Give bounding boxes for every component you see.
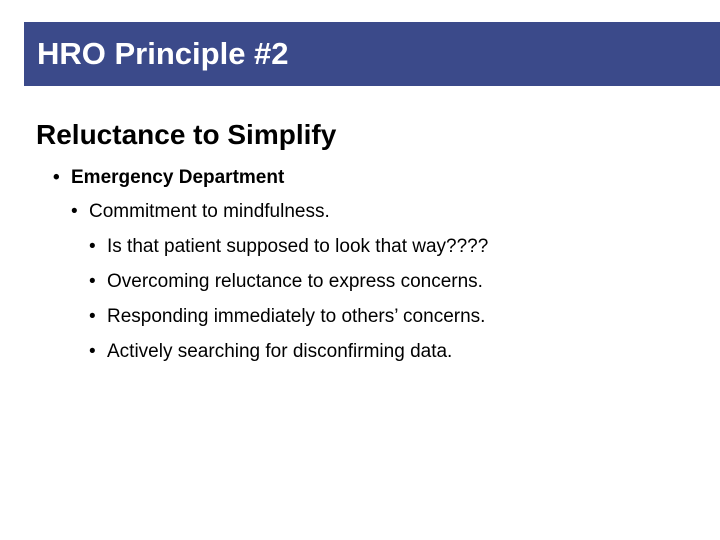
bullet-text: Overcoming reluctance to express concerns. — [107, 271, 483, 292]
bullet-marker: • — [89, 236, 96, 257]
slide-title: HRO Principle #2 — [37, 36, 289, 71]
bullet-level2 — [71, 200, 330, 224]
bullet-level3 — [89, 270, 483, 294]
bullet-level3 — [89, 305, 485, 329]
bullet-text: Is that patient supposed to look that way???? — [107, 236, 489, 257]
bullet-level3 — [89, 235, 488, 259]
bullet-marker: • — [89, 341, 96, 362]
bullet-level1 — [53, 166, 284, 190]
bullet-text: Commitment to mindfulness. — [89, 201, 330, 222]
bullet-level3 — [89, 340, 452, 364]
title-bar — [24, 22, 720, 86]
bullet-text: Responding immediately to others’ concerns. — [107, 306, 486, 327]
bullet-marker: • — [89, 271, 96, 292]
bullet-marker: • — [53, 167, 60, 188]
slide-subtitle: Reluctance to Simplify — [36, 119, 337, 150]
bullet-text: Actively searching for disconfirming data. — [107, 341, 453, 362]
bullet-text: Emergency Department — [71, 167, 285, 188]
bullet-marker: • — [89, 306, 96, 327]
bullet-marker: • — [71, 201, 78, 222]
